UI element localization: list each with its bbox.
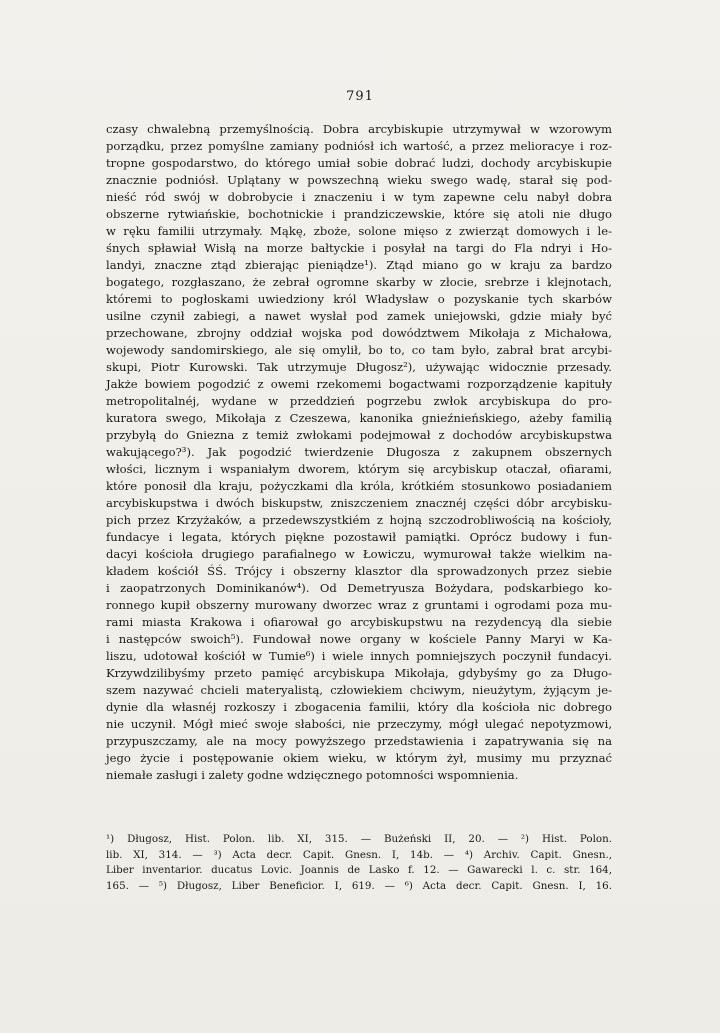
text-line: rami miasta Krakowa i ofiarował go arcybiskupstwu na rezydencyą dla siebie bbox=[106, 615, 612, 629]
text-line: bogatego, rozgłaszano, że zebrał ogromne skarby w złocie, srebrze i klejnotach, bbox=[106, 275, 612, 289]
text-line: czasy chwalebną przemyślnością. Dobra arcybiskupie utrzymywał w wzorowym bbox=[106, 122, 612, 136]
text-line: tropne gospodarstwo, do którego umiał sobie dobrać ludzi, dochody arcybiskupie bbox=[106, 156, 612, 170]
text-line: metropolitalnéj, wydane w przeddzień pogrzebu zwłok arcybiskupa do pro- bbox=[106, 394, 612, 408]
text-line: skupi, Piotr Kurowski. Tak utrzymuje Długosz²), używając widocznie przesady. bbox=[106, 360, 612, 374]
text-line: szem nazywać chcieli materyalistą, człowiekiem chciwym, nieużytym, żyjącym je- bbox=[106, 683, 612, 697]
footnotes bbox=[106, 832, 612, 894]
text-line: fundacye i legata, których piękne pozostawił pamiątki. Oprócz budowy i fun- bbox=[106, 530, 612, 544]
text-line: w ręku familii utrzymały. Mąkę, zboże, solone mięso z zwierząt domowych i le- bbox=[106, 224, 612, 238]
text-line: dynie dla własnéj rozkoszy i zbogacenia familii, który dla kościoła nic dobrego bbox=[106, 700, 612, 714]
text-line: arcybiskupstwa i dwóch biskupstw, zniszczeniem znacznéj części dóbr arcybisku- bbox=[106, 496, 612, 510]
text-line: landyi, znaczne ztąd zbierając pieniądze¹). Ztąd miano go w kraju za bardzo bbox=[106, 258, 612, 272]
text-line: dacyi kościoła drugiego parafialnego w Łowiczu, wymurował także wielkim na- bbox=[106, 547, 612, 561]
text-line: przechowane, zbrojny oddział wojska pod dowództwem Mikołaja z Michałowa, bbox=[106, 326, 612, 340]
text-line: kuratora swego, Mikołaja z Czeszewa, kanonika gnieźnieńskiego, ażeby familią bbox=[106, 411, 612, 425]
text-line: pich przez Krzyżaków, a przedewszystkiém z hojną szczodrobliwością na kościoły, bbox=[106, 513, 612, 527]
text-line: znacznie podniósł. Uplątany w powszechną wieku swego wadę, starał się pod- bbox=[106, 173, 612, 187]
text-line: kładem kościół ŚŚ. Trójcy i obszerny klasztor dla sprowadzonych przez siebie bbox=[106, 564, 612, 578]
text-line: porządku, przez pomyślne zamiany podniósł ich wartość, a przez melioracye i roz- bbox=[106, 139, 612, 153]
text-line: wojewody sandomirskiego, ale się omylił, bo to, co tam było, zabrał brat arcybi- bbox=[106, 343, 612, 357]
text-line: któremi to pogłoskami uwiedziony król Władysław o pozyskanie tych skarbów bbox=[106, 292, 612, 306]
text-line: śnych spławiał Wisłą na morze bałtyckie i posyłał na targi do Fla ndryi i Ho- bbox=[106, 241, 612, 255]
footnote-line: Liber inventarior. ducatus Lovic. Joannis de Lasko f. 12. — Gawarecki l. c. str. 164, bbox=[106, 864, 612, 877]
text-line: przypuszczamy, ale na mocy powyższego przedstawienia i zapatrywania się na bbox=[106, 734, 612, 748]
text-line: nie uczynił. Mógł mieć swoje słabości, nie przeczymy, mógł ulegać nepotyzmowi, bbox=[106, 717, 612, 731]
text-line: przybyłą do Gniezna z temiż zwłokami podejmował z dochodów arcybiskupstwa bbox=[106, 428, 612, 442]
text-line: i zaopatrzonych Dominikanów⁴). Od Demetryusza Bożydara, podskarbiego ko- bbox=[106, 581, 612, 595]
text-line: usilne czynił zabiegi, a nawet wysłał pod zamek uniejowski, gdzie miały być bbox=[106, 309, 612, 323]
text-line: nieść ród swój w dobrobycie i znaczeniu i w tym zapewne celu nabył dobra bbox=[106, 190, 612, 204]
text-line: jego życie i postępowanie okiem wieku, w którym żył, musimy mu przyznać bbox=[106, 751, 612, 765]
text-line: ronnego kupił obszerny murowany dworzec wraz z gruntami i ogrodami poza mu- bbox=[106, 598, 612, 612]
text-line: które ponosił dla kraju, pożyczkami dla króla, krótkiém stosunkowo posiadaniem bbox=[106, 479, 612, 493]
footnote-line: ¹) Długosz, Hist. Polon. lib. XI, 315. — Bużeński II, 20. — ²) Hist. Polon. bbox=[106, 833, 612, 845]
footnote-line: 165. — ⁵) Długosz, Liber Beneficior. I, 619. — ⁶) Acta decr. Capit. Gnesn. I, 16. bbox=[106, 879, 612, 892]
footnote-line: lib. XI, 314. — ³) Acta decr. Capit. Gnesn. I, 14b. — ⁴) Archiv. Capit. Gnesn., bbox=[106, 848, 612, 861]
text-line: obszerne rytwiańskie, bochotnickie i prandziczewskie, które się atoli nie długo bbox=[106, 207, 612, 221]
text-line: i następców swoich⁵). Fundował nowe organy w kościele Panny Maryi w Ka- bbox=[106, 632, 612, 646]
text-line: Jakże bowiem pogodzić z owemi rzekomemi bogactwami rozporządzenie kapituły bbox=[106, 377, 612, 391]
text-line: wakującego?³). Jak pogodzić twierdzenie Długosza z zakupnem obszernych bbox=[106, 445, 612, 459]
main-text bbox=[106, 121, 612, 784]
page-number: 791 bbox=[346, 89, 374, 104]
text-line: liszu, udotował kościół w Tumie⁶) i wiele innych pomniejszych poczynił fundacyi. bbox=[106, 649, 612, 663]
text-line: niemałe zasługi i zalety godne wdzięcznego potomności wspomnienia. bbox=[106, 768, 519, 782]
text-line: Krzywdzilibyśmy przeto pamięć arcybiskupa Mikołaja, gdybyśmy go za Długo- bbox=[106, 666, 612, 680]
text-line: włości, licznym i wspaniałym dworem, którym się arcybiskup otaczał, ofiarami, bbox=[106, 462, 612, 476]
